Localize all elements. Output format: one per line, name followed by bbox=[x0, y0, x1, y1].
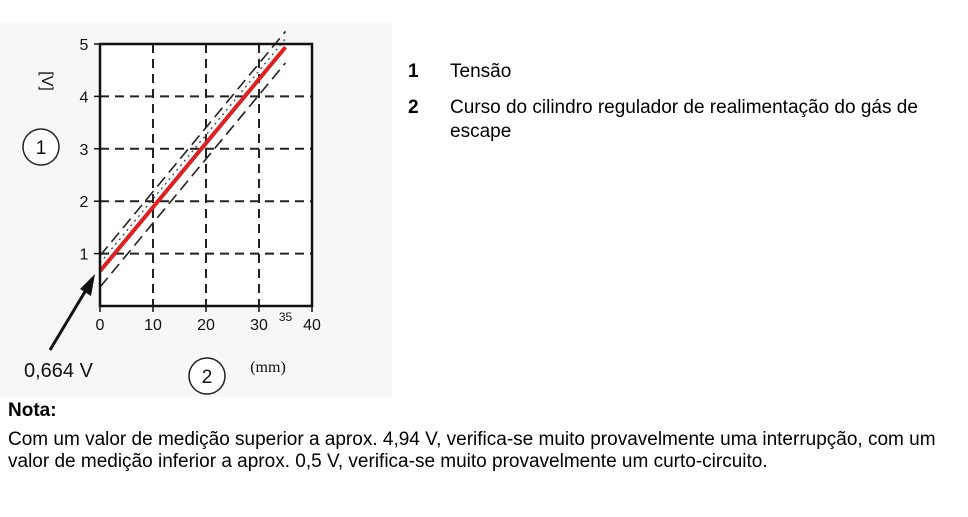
annotation-value: 0,664 V bbox=[24, 360, 93, 382]
callout-label-1: 1 bbox=[35, 138, 47, 159]
callout-1 bbox=[23, 129, 59, 165]
legend-text: Curso do cilindro regulador de realimentação do gás de escape bbox=[450, 97, 918, 142]
legend bbox=[408, 60, 953, 156]
x-tick-label: 40 bbox=[303, 317, 321, 334]
legend-item-1 bbox=[408, 60, 953, 84]
plot-area bbox=[100, 44, 312, 306]
legend-number: 2 bbox=[408, 97, 419, 118]
y-tick-label: 1 bbox=[79, 246, 89, 264]
y-tick-label: 3 bbox=[79, 141, 89, 159]
legend-text: Tensão bbox=[450, 61, 512, 82]
note bbox=[8, 400, 963, 473]
x-tick-label: 0 bbox=[95, 317, 105, 334]
x-extra-tick-label: 35 bbox=[278, 310, 293, 324]
callout-2 bbox=[189, 358, 225, 394]
x-unit-label: (mm) bbox=[250, 359, 286, 376]
x-tick-label: 30 bbox=[250, 317, 268, 334]
voltage-stroke-chart bbox=[0, 0, 400, 400]
legend-number: 1 bbox=[408, 61, 419, 82]
chart-grid bbox=[100, 44, 312, 306]
y-tick-label: 4 bbox=[79, 89, 89, 107]
y-tick-label: 2 bbox=[79, 194, 89, 212]
x-tick-label: 10 bbox=[144, 317, 162, 334]
y-tick-label: 5 bbox=[79, 37, 89, 54]
note-text: Com um valor de medição superior a aprox. 4,94 V, verifica-se muito provavelmente uma interrupção, com um valor de medição inferior a aprox. 0,5 V, verifica-se muito provavelmente um curto-circuito. bbox=[8, 429, 936, 472]
note-title: Nota: bbox=[8, 400, 57, 421]
y-axis-label: [V] bbox=[38, 71, 55, 91]
x-tick-label: 20 bbox=[197, 317, 215, 334]
callout-label-2: 2 bbox=[201, 367, 213, 388]
legend-item-2 bbox=[408, 96, 953, 144]
